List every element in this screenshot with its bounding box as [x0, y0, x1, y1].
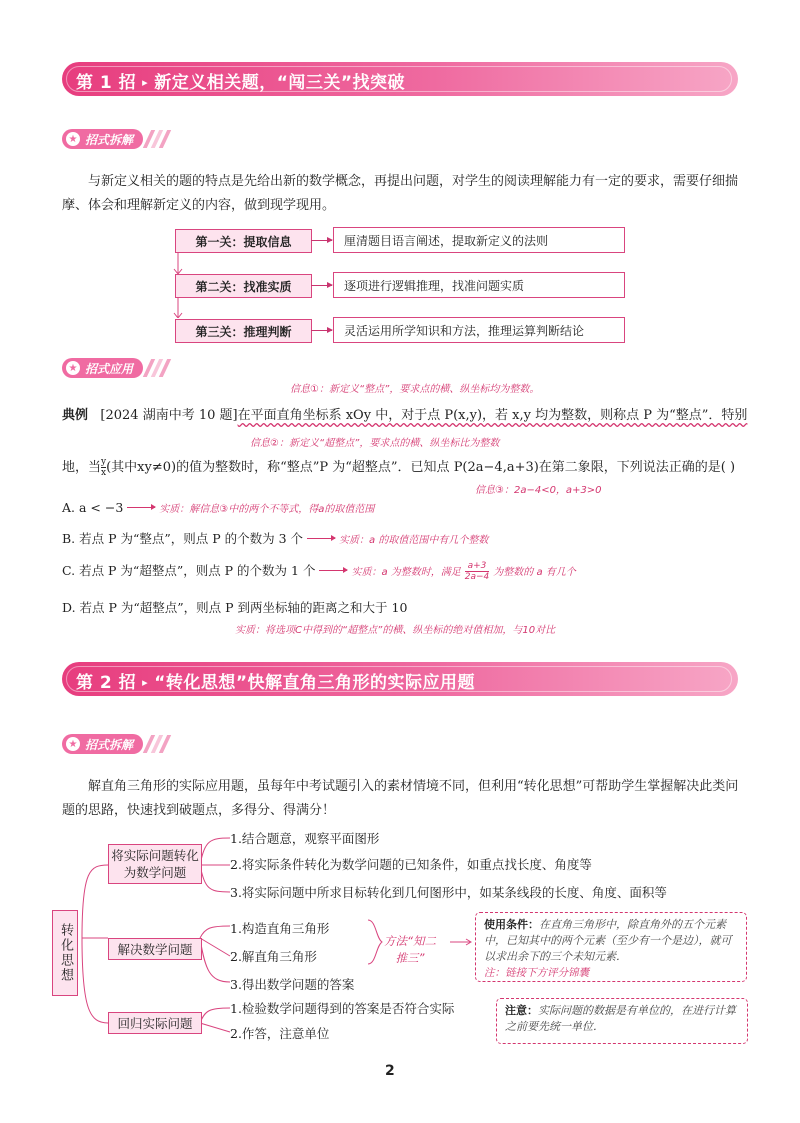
gate-3-arrow — [311, 330, 332, 331]
note-attention: 注意：实际问题的数据是有单位的，在进行计算之前要先统一单位． — [496, 998, 748, 1044]
note-attention-head: 注意： — [505, 1004, 538, 1017]
branch3-item2: 2.作答，注意单位 — [230, 1026, 330, 1041]
gate-connector — [172, 253, 184, 318]
branch-convert: 将实际问题转化为数学问题 — [108, 844, 202, 884]
section1-banner: 第 1 招 ▸ 新定义相关题，“闯三关”找突破 — [62, 62, 738, 96]
info2-note: 信息②：新定义“超整点”，要求点的横、纵坐标比为整数 — [250, 438, 500, 449]
branch1-item3: 3.将实际问题中所求目标转化到几何图形中，如某条线段的长度、角度、面积等 — [230, 885, 667, 900]
branch1-item1: 1.结合题意，观察平面图形 — [230, 831, 380, 846]
gate-3-desc: 灵活运用所学知识和方法，推理运算判断结论 — [333, 317, 625, 343]
gate-1-desc: 厘清题目语言阐述，提取新定义的法则 — [333, 227, 625, 253]
gate-1-arrow — [311, 240, 332, 241]
option-c: C. 若点 P 为“超整点”，则点 P 的个数为 1 个 实质：a 为整数时，满足 $\frac{a+3}{2a-4}$ 为整数的 a 有几个 — [62, 561, 576, 582]
example-line1: 典例 [2024 湖南中考 10 题]在平面直角坐标系 xOy 中，对于点 P(x,y)，若 x,y 均为整数，则称点 P 为“整点”．特别 — [62, 408, 748, 423]
section2-tag-breakdown: ★ 招式拆解 — [62, 733, 167, 755]
example-line2: 地，当 $\frac{y}{x}$ (其中xy≠0)的值为整数时，称“整点”P 为“超整点”．已知点 P(2a−4,a+3)在第二象限，下列说法正确的是( ) — [62, 457, 736, 478]
branch-return: 回归实际问题 — [108, 1012, 202, 1034]
star-icon: ★ — [66, 132, 80, 146]
branch1-item2: 2.将实际条件转化为数学问题的已知条件，如重点找长度、角度等 — [230, 857, 592, 872]
option-d: D. 若点 P 为“超整点”，则点 P 到两坐标轴的距离之和大于 10 — [62, 600, 408, 615]
note-usage-tail: 注：链接下方评分锦囊 — [484, 967, 589, 979]
info1-note: 信息①：新定义“整点”，要求点的横、纵坐标均为整数。 — [290, 384, 540, 395]
section2-intro: 解直角三角形的实际应用题，虽每年中考试题引入的素材情境不同，但利用“转化思想”可帮助学生掌握解决此类问题的思路，快速找到破题点，多得分、得满分！ — [62, 779, 739, 818]
gate-2-label: 第二关：找准实质 — [175, 274, 312, 298]
note-usage-head: 使用条件： — [484, 918, 539, 931]
option-d-note: 实质：将选项C中得到的“超整点”的横、纵坐标的绝对值相加，与10对比 — [235, 625, 556, 636]
star-icon: ★ — [66, 737, 80, 751]
branch3-item1: 1.检验数学问题得到的答案是否符合实际 — [230, 1001, 455, 1016]
section1-tag-application: ★ 招式应用 — [62, 357, 167, 379]
branch2-item3: 3.得出数学问题的答案 — [230, 977, 355, 992]
section1-title: 新定义相关题，“闯三关”找突破 — [154, 73, 406, 93]
option-b: B. 若点 P 为“整点”，则点 P 的个数为 3 个 实质：a 的取值范围中有几个整数 — [62, 531, 489, 546]
example-prefix: 典例 — [62, 408, 89, 423]
branch2-item2: 2.解直角三角形 — [230, 949, 317, 964]
section2-title: “转化思想”快解直角三角形的实际应用题 — [154, 673, 476, 693]
info3-note: 信息③：2a−4<0，a+3>0 — [475, 485, 602, 496]
section1-tag-breakdown: ★ 招式拆解 — [62, 128, 167, 150]
mindmap-root: 转化思想 — [52, 910, 78, 996]
gate-3-label: 第三关：推理判断 — [175, 319, 312, 343]
section1-num: 第 1 招 — [76, 73, 137, 93]
gate-2-arrow — [311, 285, 332, 286]
section2-banner: 第 2 招 ▸ “转化思想”快解直角三角形的实际应用题 — [62, 662, 738, 696]
gate-1-label: 第一关：提取信息 — [175, 229, 312, 253]
page-number: 2 — [385, 1063, 395, 1079]
branch-solve: 解决数学问题 — [108, 938, 202, 960]
branch2-item1: 1.构造直角三角形 — [230, 921, 330, 936]
note-usage: 使用条件：在直角三角形中，除直角外的五个元素中，已知其中的两个元素（至少有一个是边），就可以求出余下的三个未知元素． 注：链接下方评分锦囊 — [475, 912, 747, 982]
option-a: A. a < −3 实质：解信息③中的两个不等式，得a的取值范围 — [62, 500, 375, 515]
star-icon: ★ — [66, 361, 80, 375]
section1-intro: 与新定义相关的题的特点是先给出新的数学概念，再提出问题，对学生的阅读理解能力有一定的要求，需要仔细揣摩、体会和理解新定义的内容，做到现学现用。 — [62, 174, 739, 213]
gate-2-desc: 逐项进行逻辑推理，找准问题实质 — [333, 272, 625, 298]
section2-num: 第 2 招 — [76, 673, 137, 693]
method-label: 方法“知二推三” — [384, 934, 436, 965]
